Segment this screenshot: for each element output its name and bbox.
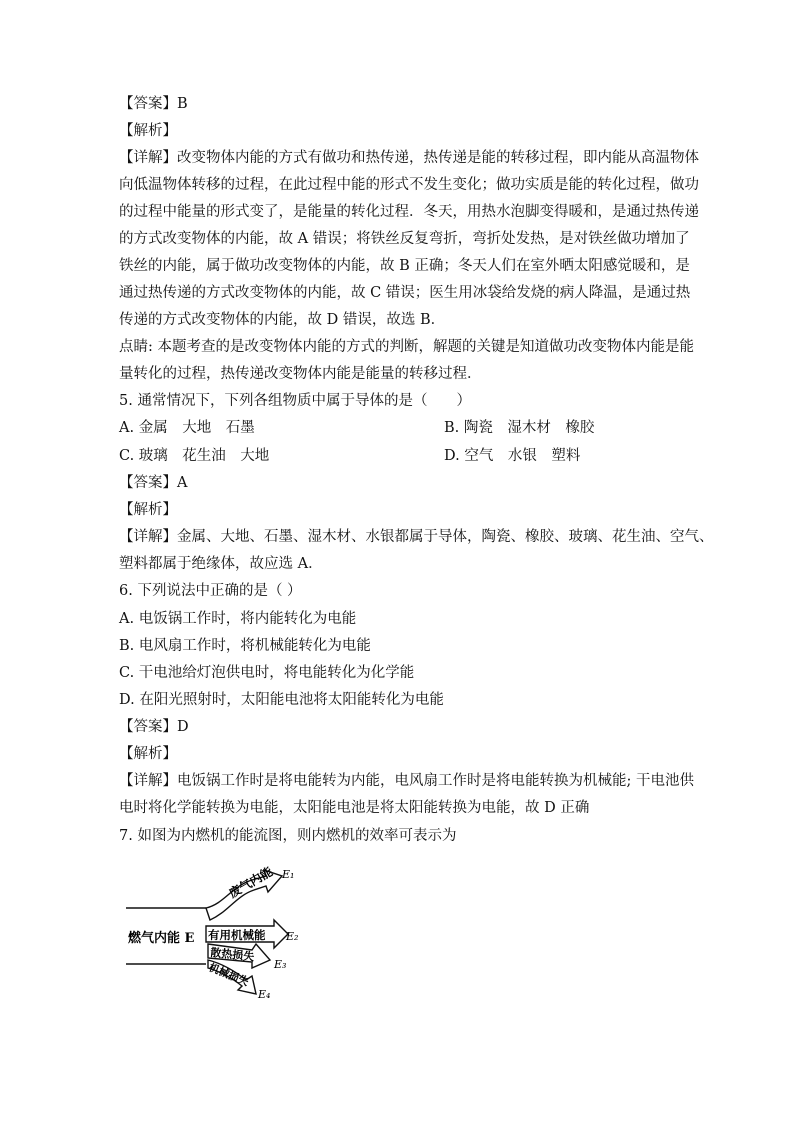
q4-detail-line-4: 的方式改变物体的内能，故 A 错误；将铁丝反复弯折，弯折处发热，是对铁丝做功增加了: [119, 231, 690, 247]
q6-stem: 6. 下列说法中正确的是（ ）: [119, 583, 302, 599]
q4-tip-line-2: 量转化的过程，热传递改变物体内能是能量的转移过程．: [119, 366, 482, 382]
q4-analysis-heading: 【解析】: [119, 123, 177, 139]
q6-option-b: B. 电风扇工作时，将机械能转化为电能: [119, 638, 371, 654]
q5-analysis-heading: 【解析】: [119, 502, 177, 518]
mechanical-loss-label: 机械损失: [206, 961, 251, 989]
q6-answer: 【答案】D: [119, 719, 189, 735]
exhaust-label: 废气内能: [226, 864, 276, 901]
q5-option-b: B. 陶瓷 湿木材 橡胶: [444, 420, 595, 436]
q4-tip-line-1: 点睛: 本题考查的是改变物体内能的方式的判断，解题的关键是知道做功改变物体内能是能: [119, 339, 694, 355]
e2-label: E₂: [286, 930, 299, 943]
q5-answer: 【答案】A: [119, 475, 188, 491]
q5-detail-line-1: 【详解】金属、大地、石墨、湿木材、水银都属于导体，陶瓷、橡胶、玻璃、花生油、空气、: [119, 529, 714, 545]
q5-option-d: D. 空气 水银 塑料: [444, 448, 581, 464]
q4-detail-line-1: 【详解】改变物体内能的方式有做功和热传递，热传递是能的转移过程，即内能从高温物体: [119, 150, 699, 166]
q5-detail-line-2: 塑料都属于绝缘体，故应选 A．: [119, 556, 323, 572]
e1-label: E₁: [282, 868, 295, 881]
q4-detail-line-5: 铁丝的内能，属于做功改变物体的内能，故 B 正确；冬天人们在室外晒太阳感觉暖和，是: [119, 258, 690, 274]
q4-detail-line-3: 的过程中能量的形式变了，是能量的转化过程．冬天，用热水泡脚变得暖和，是通过热传递: [119, 204, 699, 220]
heat-loss-label: 散热损失: [209, 946, 255, 964]
q4-detail-line-6: 通过热传递的方式改变物体的内能，故 C 错误；医生用冰袋给发烧的病人降温，是通过热: [119, 285, 691, 301]
q6-option-d: D. 在阳光照射时，太阳能电池将太阳能转化为电能: [119, 692, 444, 708]
q7-stem: 7. 如图为内燃机的能流图，则内燃机的效率可表示为: [119, 828, 457, 844]
source-label: 燃气内能 E: [128, 931, 195, 946]
q5-option-c: C. 玻璃 花生油 大地: [119, 448, 270, 464]
q4-detail-line-7: 传递的方式改变物体的内能，故 D 错误，故选 B．: [119, 312, 446, 328]
q5-stem: 5. 通常情况下，下列各组物质中属于导体的是（ ）: [119, 393, 471, 409]
e4-label: E₄: [258, 988, 271, 1001]
q6-detail-line-1: 【详解】电饭锅工作时是将电能转为内能，电风扇工作时是将电能转换为机械能; 干电池供: [119, 773, 694, 789]
q6-analysis-heading: 【解析】: [119, 746, 177, 762]
energy-flow-diagram: [124, 864, 314, 1004]
q6-detail-line-2: 电时将化学能转换为电能，太阳能电池是将太阳能转换为电能，故 D 正确: [119, 800, 590, 816]
q6-option-c: C. 干电池给灯泡供电时，将电能转化为化学能: [119, 665, 415, 681]
q4-detail-line-2: 向低温物体转移的过程，在此过程中能的形式不发生变化；做功实质是能的转化过程，做功: [119, 177, 699, 193]
e3-label: E₃: [274, 958, 287, 971]
useful-energy-label: 有用机械能: [208, 928, 266, 942]
q6-option-a: A. 电饭锅工作时，将内能转化为电能: [119, 611, 357, 627]
q4-answer: 【答案】B: [119, 96, 188, 112]
q5-option-a: A. 金属 大地 石墨: [119, 420, 255, 436]
